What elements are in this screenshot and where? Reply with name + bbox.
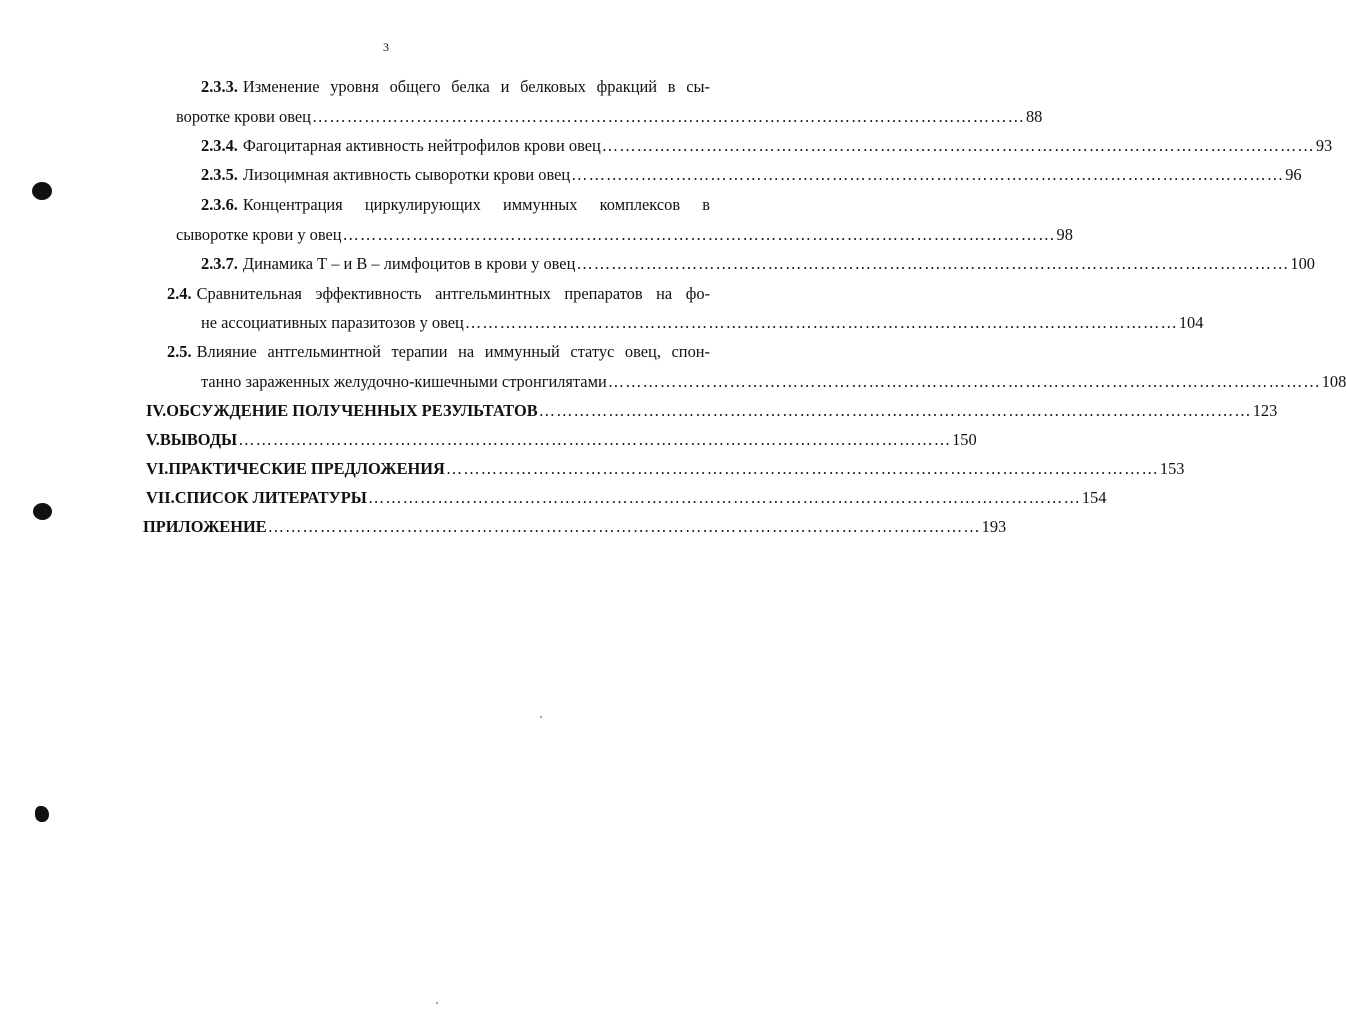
toc-entry-v[interactable]	[146, 430, 977, 450]
toc-page-ref: 154	[1081, 488, 1107, 507]
toc-entry-number: VI.	[146, 459, 169, 478]
toc-entry-number: 2.5.	[167, 342, 192, 361]
punch-hole-mark	[35, 806, 49, 822]
toc-page-ref: 96	[1285, 165, 1302, 184]
toc-page-ref: 108	[1321, 372, 1346, 391]
toc-entry-vii[interactable]	[146, 488, 1107, 508]
toc-entry-title: Концентрация циркулирующих иммунных комплексов в	[242, 195, 710, 214]
toc-entry-2-3-6-line2[interactable]	[176, 225, 1073, 245]
toc-leader-dots: ……………………………………………………………………………………………………………	[576, 254, 1290, 273]
toc-entry-number: 2.3.5.	[201, 165, 238, 184]
toc-leader-dots: ……………………………………………………………………………………………………………	[464, 313, 1178, 332]
toc-leader-dots: ……………………………………………………………………………………………………………	[571, 165, 1285, 184]
page-number: 3	[383, 40, 389, 54]
toc-page-ref: 153	[1159, 459, 1185, 478]
toc-entry-title: Изменение уровня общего белка и белковых фракций в сы-	[242, 77, 710, 96]
toc-entry-title-cont: сыворотке крови у овец	[176, 225, 342, 244]
toc-leader-dots: ……………………………………………………………………………………………………………	[367, 488, 1081, 507]
toc-page-ref: 193	[981, 517, 1007, 536]
toc-entry-iv[interactable]	[146, 401, 1278, 421]
toc-entry-number: VII.	[146, 488, 175, 507]
toc-entry-2-3-7[interactable]	[201, 254, 1315, 274]
toc-entry-title: ПРАКТИЧЕСКИЕ ПРЕДЛОЖЕНИЯ	[168, 459, 445, 478]
toc-entry-title: ПРИЛОЖЕНИЕ	[143, 517, 267, 536]
toc-entry-2-4-line1[interactable]	[167, 284, 710, 304]
toc-entry-title: Динамика Т – и В – лимфоцитов в крови у овец	[242, 254, 576, 273]
toc-entry-title: Лизоцимная активность сыворотки крови овец	[242, 165, 571, 184]
toc-entry-2-3-3-line2[interactable]	[176, 107, 1043, 127]
toc-entry-title-cont: танно зараженных желудочно-кишечными стронгилятами	[201, 372, 607, 391]
toc-entry-number: 2.3.6.	[201, 195, 238, 214]
toc-entry-title: Сравнительная эффективность антгельминтных препаратов на фо-	[196, 284, 710, 303]
toc-entry-title: Влияние антгельминтной терапии на иммунный статус овец, спон-	[196, 342, 710, 361]
punch-hole-mark	[32, 182, 52, 200]
toc-entry-2-5-line1[interactable]	[167, 342, 710, 362]
toc-leader-dots: ……………………………………………………………………………………………………………	[601, 136, 1315, 155]
toc-leader-dots: ……………………………………………………………………………………………………………	[445, 459, 1159, 478]
toc-entry-title: Фагоцитарная активность нейтрофилов крови овец	[242, 136, 601, 155]
scan-speck	[540, 716, 542, 718]
toc-entry-2-3-5[interactable]	[201, 165, 1302, 185]
toc-page-ref: 104	[1178, 313, 1204, 332]
toc-leader-dots: ……………………………………………………………………………………………………………	[342, 225, 1056, 244]
toc-page-ref: 123	[1252, 401, 1278, 420]
toc-leader-dots: ……………………………………………………………………………………………………………	[311, 107, 1025, 126]
toc-entry-2-4-line2[interactable]	[201, 313, 1204, 333]
toc-entry-number: 2.3.3.	[201, 77, 238, 96]
toc-entry-number: 2.3.7.	[201, 254, 238, 273]
toc-entry-vi[interactable]	[146, 459, 1185, 479]
toc-entry-title: ВЫВОДЫ	[159, 430, 238, 449]
toc-entry-title: ОБСУЖДЕНИЕ ПОЛУЧЕННЫХ РЕЗУЛЬТАТОВ	[166, 401, 538, 420]
scan-speck	[436, 1002, 438, 1004]
toc-leader-dots: ……………………………………………………………………………………………………………	[538, 401, 1252, 420]
toc-entry-2-3-6-line1[interactable]	[201, 195, 710, 215]
toc-page-ref: 100	[1290, 254, 1315, 273]
toc-page-ref: 88	[1025, 107, 1043, 126]
toc-leader-dots: ……………………………………………………………………………………………………………	[607, 372, 1321, 391]
toc-entry-number: 2.4.	[167, 284, 192, 303]
toc-page-ref: 150	[952, 430, 977, 449]
punch-hole-mark	[33, 503, 52, 520]
toc-entry-2-3-4[interactable]	[201, 136, 1333, 156]
toc-entry-title: СПИСОК ЛИТЕРАТУРЫ	[174, 488, 367, 507]
toc-entry-number: 2.3.4.	[201, 136, 238, 155]
toc-entry-appendix[interactable]	[143, 517, 1007, 537]
toc-entry-number: V.	[146, 430, 160, 449]
toc-entry-number: IV.	[146, 401, 167, 420]
toc-leader-dots: ……………………………………………………………………………………………………………	[267, 517, 981, 536]
toc-entry-2-3-3-line1[interactable]	[201, 77, 710, 97]
toc-leader-dots: ……………………………………………………………………………………………………………	[238, 430, 952, 449]
toc-page-ref: 93	[1315, 136, 1333, 155]
toc-entry-title-cont: воротке крови овец	[176, 107, 311, 126]
toc-entry-title-cont: не ассоциативных паразитозов у овец	[201, 313, 464, 332]
toc-entry-2-5-line2[interactable]	[201, 372, 1346, 392]
toc-page-ref: 98	[1056, 225, 1073, 244]
